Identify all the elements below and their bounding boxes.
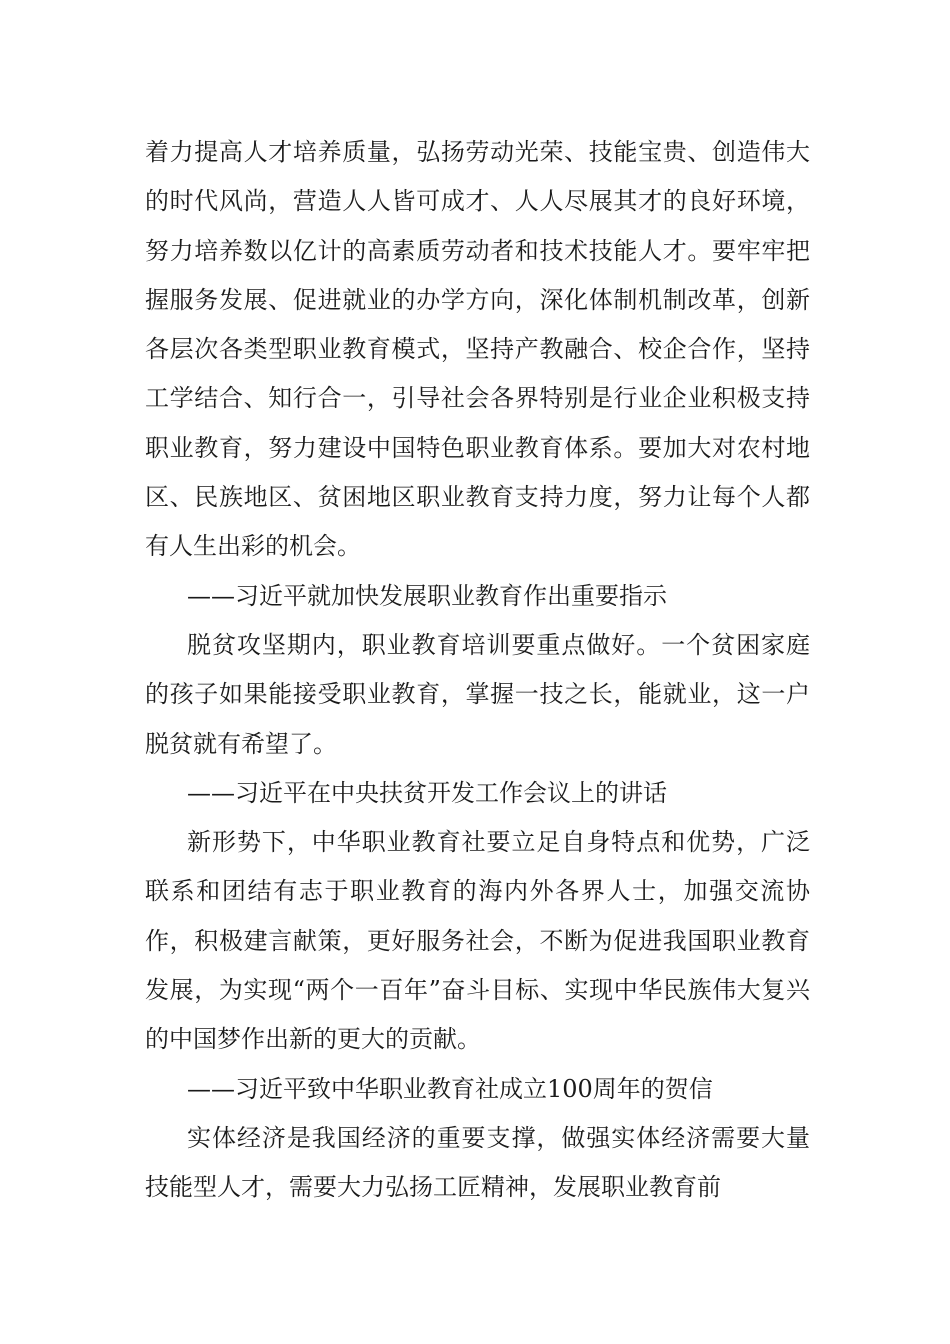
- paragraph-4: 实体经济是我国经济的重要支撑，做强实体经济需要大量技能型人才，需要大力弘扬工匠精神，发展职业教育前: [145, 1123, 810, 1202]
- paragraph-1: 着力提高人才培养质量，弘扬劳动光荣、技能宝贵、创造伟大的时代风尚，营造人人皆可成才、人人尽展其才的良好环境，努力培养数以亿计的高素质劳动者和技术技能人才。要牢牢把握服务发展、促进就业的办学方向，深化体制机制改革，创新各层次各类型职业教育模式，坚持产教融合、校企合作，坚持工学结合、知行合一，引导社会各界特别是行业企业积极支持职业教育，努力建设中国特色职业教育体系。要加大对农村地区、民族地区、贫困地区职业教育支持力度，努力让每个人都有人生出彩的机会。: [145, 138, 810, 561]
- document-page: [145, 128, 810, 1213]
- paragraph-3: 新形势下，中华职业教育社要立足自身特点和优势，广泛联系和团结有志于职业教育的海内外各界人士，加强交流协作，积极建言献策，更好服务社会，不断为促进我国职业教育发展，为实现“两个一百年”奋斗目标、实现中华民族伟大复兴的中国梦作出新的更大的贡献。: [145, 828, 810, 1054]
- source-attribution-3: ——习近平致中华职业教育社成立100周年的贺信: [187, 1074, 713, 1103]
- source-attribution-1: ——习近平就加快发展职业教育作出重要指示: [187, 581, 667, 610]
- paragraph-2: 脱贫攻坚期内，职业教育培训要重点做好。一个贫困家庭的孩子如果能接受职业教育，掌握一技之长，能就业，这一户脱贫就有希望了。: [145, 630, 810, 758]
- source-attribution-2: ——习近平在中央扶贫开发工作会议上的讲话: [187, 778, 667, 807]
